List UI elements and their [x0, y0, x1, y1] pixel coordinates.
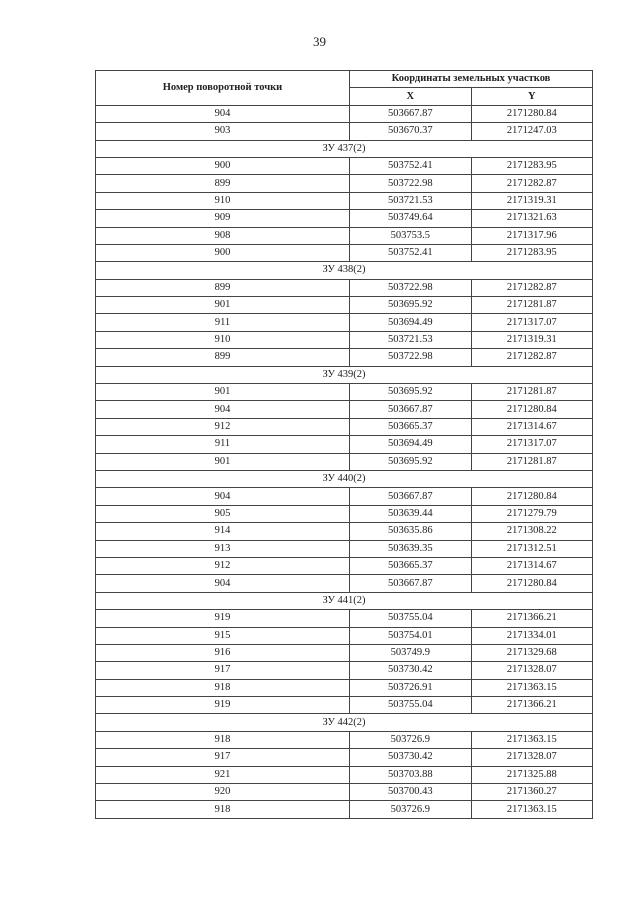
y-coordinate-cell: 2171283.95	[471, 157, 593, 174]
point-number-cell: 918	[96, 731, 350, 748]
y-coordinate-cell: 2171280.84	[471, 401, 593, 418]
point-number-cell: 910	[96, 331, 350, 348]
point-number-cell: 905	[96, 505, 350, 522]
x-coordinate-cell: 503639.35	[350, 540, 472, 557]
table-row	[96, 610, 593, 627]
y-coordinate-cell: 2171280.84	[471, 575, 593, 592]
point-number-cell: 901	[96, 453, 350, 470]
y-coordinate-cell: 2171283.95	[471, 244, 593, 261]
table-row	[96, 557, 593, 574]
header-coordinates: Координаты земельных участков	[350, 71, 593, 88]
x-coordinate-cell: 503749.9	[350, 644, 472, 661]
table-row	[96, 157, 593, 174]
group-title: ЗУ 440(2)	[96, 470, 593, 487]
coordinates-table	[95, 70, 593, 819]
y-coordinate-cell: 2171366.21	[471, 610, 593, 627]
y-coordinate-cell: 2171363.15	[471, 801, 593, 818]
x-coordinate-cell: 503665.37	[350, 557, 472, 574]
y-coordinate-cell: 2171282.87	[471, 279, 593, 296]
point-number-cell: 904	[96, 105, 350, 122]
group-header-row	[96, 262, 593, 279]
x-coordinate-cell: 503753.5	[350, 227, 472, 244]
table-row	[96, 244, 593, 261]
point-number-cell: 917	[96, 662, 350, 679]
page-number: 39	[313, 34, 326, 49]
x-coordinate-cell: 503670.37	[350, 123, 472, 140]
table-row	[96, 679, 593, 696]
header-y: Y	[471, 88, 593, 105]
y-coordinate-cell: 2171363.15	[471, 679, 593, 696]
x-coordinate-cell: 503639.44	[350, 505, 472, 522]
y-coordinate-cell: 2171317.07	[471, 314, 593, 331]
point-number-cell: 900	[96, 244, 350, 261]
point-number-cell: 918	[96, 679, 350, 696]
x-coordinate-cell: 503749.64	[350, 210, 472, 227]
table-row	[96, 436, 593, 453]
header-point-number: Номер поворотной точки	[96, 71, 350, 106]
group-header-row	[96, 366, 593, 383]
y-coordinate-cell: 2171329.68	[471, 644, 593, 661]
y-coordinate-cell: 2171282.87	[471, 175, 593, 192]
point-number-cell: 920	[96, 784, 350, 801]
y-coordinate-cell: 2171279.79	[471, 505, 593, 522]
group-header-row	[96, 470, 593, 487]
table-row	[96, 731, 593, 748]
y-coordinate-cell: 2171312.51	[471, 540, 593, 557]
table-row	[96, 488, 593, 505]
group-title: ЗУ 437(2)	[96, 140, 593, 157]
table-row	[96, 175, 593, 192]
group-header-row	[96, 592, 593, 609]
point-number-cell: 911	[96, 314, 350, 331]
point-number-cell: 915	[96, 627, 350, 644]
group-header-row	[96, 140, 593, 157]
point-number-cell: 904	[96, 488, 350, 505]
x-coordinate-cell: 503730.42	[350, 662, 472, 679]
x-coordinate-cell: 503694.49	[350, 436, 472, 453]
table-row	[96, 575, 593, 592]
x-coordinate-cell: 503721.53	[350, 331, 472, 348]
point-number-cell: 910	[96, 192, 350, 209]
table-row	[96, 418, 593, 435]
table-row	[96, 540, 593, 557]
y-coordinate-cell: 2171328.07	[471, 749, 593, 766]
table-row	[96, 766, 593, 783]
table-row	[96, 401, 593, 418]
point-number-cell: 914	[96, 523, 350, 540]
point-number-cell: 917	[96, 749, 350, 766]
x-coordinate-cell: 503667.87	[350, 488, 472, 505]
x-coordinate-cell: 503726.9	[350, 801, 472, 818]
point-number-cell: 899	[96, 349, 350, 366]
table-row	[96, 123, 593, 140]
x-coordinate-cell: 503695.92	[350, 297, 472, 314]
point-number-cell: 901	[96, 297, 350, 314]
x-coordinate-cell: 503755.04	[350, 697, 472, 714]
point-number-cell: 913	[96, 540, 350, 557]
table-row	[96, 210, 593, 227]
table-row	[96, 384, 593, 401]
table-row	[96, 279, 593, 296]
x-coordinate-cell: 503721.53	[350, 192, 472, 209]
table-row	[96, 749, 593, 766]
point-number-cell: 919	[96, 610, 350, 627]
table-row	[96, 644, 593, 661]
group-header-row	[96, 714, 593, 731]
point-number-cell: 899	[96, 175, 350, 192]
y-coordinate-cell: 2171280.84	[471, 488, 593, 505]
x-coordinate-cell: 503755.04	[350, 610, 472, 627]
point-number-cell: 912	[96, 557, 350, 574]
x-coordinate-cell: 503752.41	[350, 244, 472, 261]
table-row	[96, 801, 593, 818]
point-number-cell: 918	[96, 801, 350, 818]
y-coordinate-cell: 2171280.84	[471, 105, 593, 122]
y-coordinate-cell: 2171314.67	[471, 557, 593, 574]
y-coordinate-cell: 2171328.07	[471, 662, 593, 679]
y-coordinate-cell: 2171317.07	[471, 436, 593, 453]
x-coordinate-cell: 503695.92	[350, 453, 472, 470]
table-row	[96, 505, 593, 522]
x-coordinate-cell: 503635.86	[350, 523, 472, 540]
table-row	[96, 453, 593, 470]
header-x: X	[350, 88, 472, 105]
table-row	[96, 331, 593, 348]
x-coordinate-cell: 503665.37	[350, 418, 472, 435]
point-number-cell: 911	[96, 436, 350, 453]
group-title: ЗУ 438(2)	[96, 262, 593, 279]
x-coordinate-cell: 503726.9	[350, 731, 472, 748]
point-number-cell: 921	[96, 766, 350, 783]
table-row	[96, 662, 593, 679]
y-coordinate-cell: 2171319.31	[471, 331, 593, 348]
table-row	[96, 349, 593, 366]
y-coordinate-cell: 2171366.21	[471, 697, 593, 714]
y-coordinate-cell: 2171317.96	[471, 227, 593, 244]
x-coordinate-cell: 503703.88	[350, 766, 472, 783]
point-number-cell: 909	[96, 210, 350, 227]
y-coordinate-cell: 2171281.87	[471, 453, 593, 470]
x-coordinate-cell: 503667.87	[350, 105, 472, 122]
point-number-cell: 904	[96, 401, 350, 418]
y-coordinate-cell: 2171360.27	[471, 784, 593, 801]
x-coordinate-cell: 503722.98	[350, 175, 472, 192]
y-coordinate-cell: 2171282.87	[471, 349, 593, 366]
x-coordinate-cell: 503722.98	[350, 279, 472, 296]
group-title: ЗУ 441(2)	[96, 592, 593, 609]
point-number-cell: 916	[96, 644, 350, 661]
y-coordinate-cell: 2171314.67	[471, 418, 593, 435]
group-title: ЗУ 442(2)	[96, 714, 593, 731]
x-coordinate-cell: 503722.98	[350, 349, 472, 366]
x-coordinate-cell: 503667.87	[350, 575, 472, 592]
table-row	[96, 105, 593, 122]
point-number-cell: 899	[96, 279, 350, 296]
x-coordinate-cell: 503726.91	[350, 679, 472, 696]
x-coordinate-cell: 503754.01	[350, 627, 472, 644]
point-number-cell: 904	[96, 575, 350, 592]
point-number-cell: 912	[96, 418, 350, 435]
x-coordinate-cell: 503730.42	[350, 749, 472, 766]
point-number-cell: 919	[96, 697, 350, 714]
table-row	[96, 523, 593, 540]
y-coordinate-cell: 2171325.88	[471, 766, 593, 783]
table-row	[96, 297, 593, 314]
y-coordinate-cell: 2171281.87	[471, 297, 593, 314]
x-coordinate-cell: 503695.92	[350, 384, 472, 401]
x-coordinate-cell: 503694.49	[350, 314, 472, 331]
y-coordinate-cell: 2171281.87	[471, 384, 593, 401]
table-row	[96, 227, 593, 244]
point-number-cell: 900	[96, 157, 350, 174]
y-coordinate-cell: 2171321.63	[471, 210, 593, 227]
y-coordinate-cell: 2171363.15	[471, 731, 593, 748]
table-header	[96, 71, 593, 106]
point-number-cell: 908	[96, 227, 350, 244]
y-coordinate-cell: 2171334.01	[471, 627, 593, 644]
table-row	[96, 627, 593, 644]
point-number-cell: 903	[96, 123, 350, 140]
table-row	[96, 192, 593, 209]
table-body	[96, 105, 593, 818]
x-coordinate-cell: 503752.41	[350, 157, 472, 174]
group-title: ЗУ 439(2)	[96, 366, 593, 383]
x-coordinate-cell: 503667.87	[350, 401, 472, 418]
y-coordinate-cell: 2171319.31	[471, 192, 593, 209]
point-number-cell: 901	[96, 384, 350, 401]
y-coordinate-cell: 2171308.22	[471, 523, 593, 540]
table-row	[96, 697, 593, 714]
y-coordinate-cell: 2171247.03	[471, 123, 593, 140]
x-coordinate-cell: 503700.43	[350, 784, 472, 801]
table-row	[96, 784, 593, 801]
table-row	[96, 314, 593, 331]
